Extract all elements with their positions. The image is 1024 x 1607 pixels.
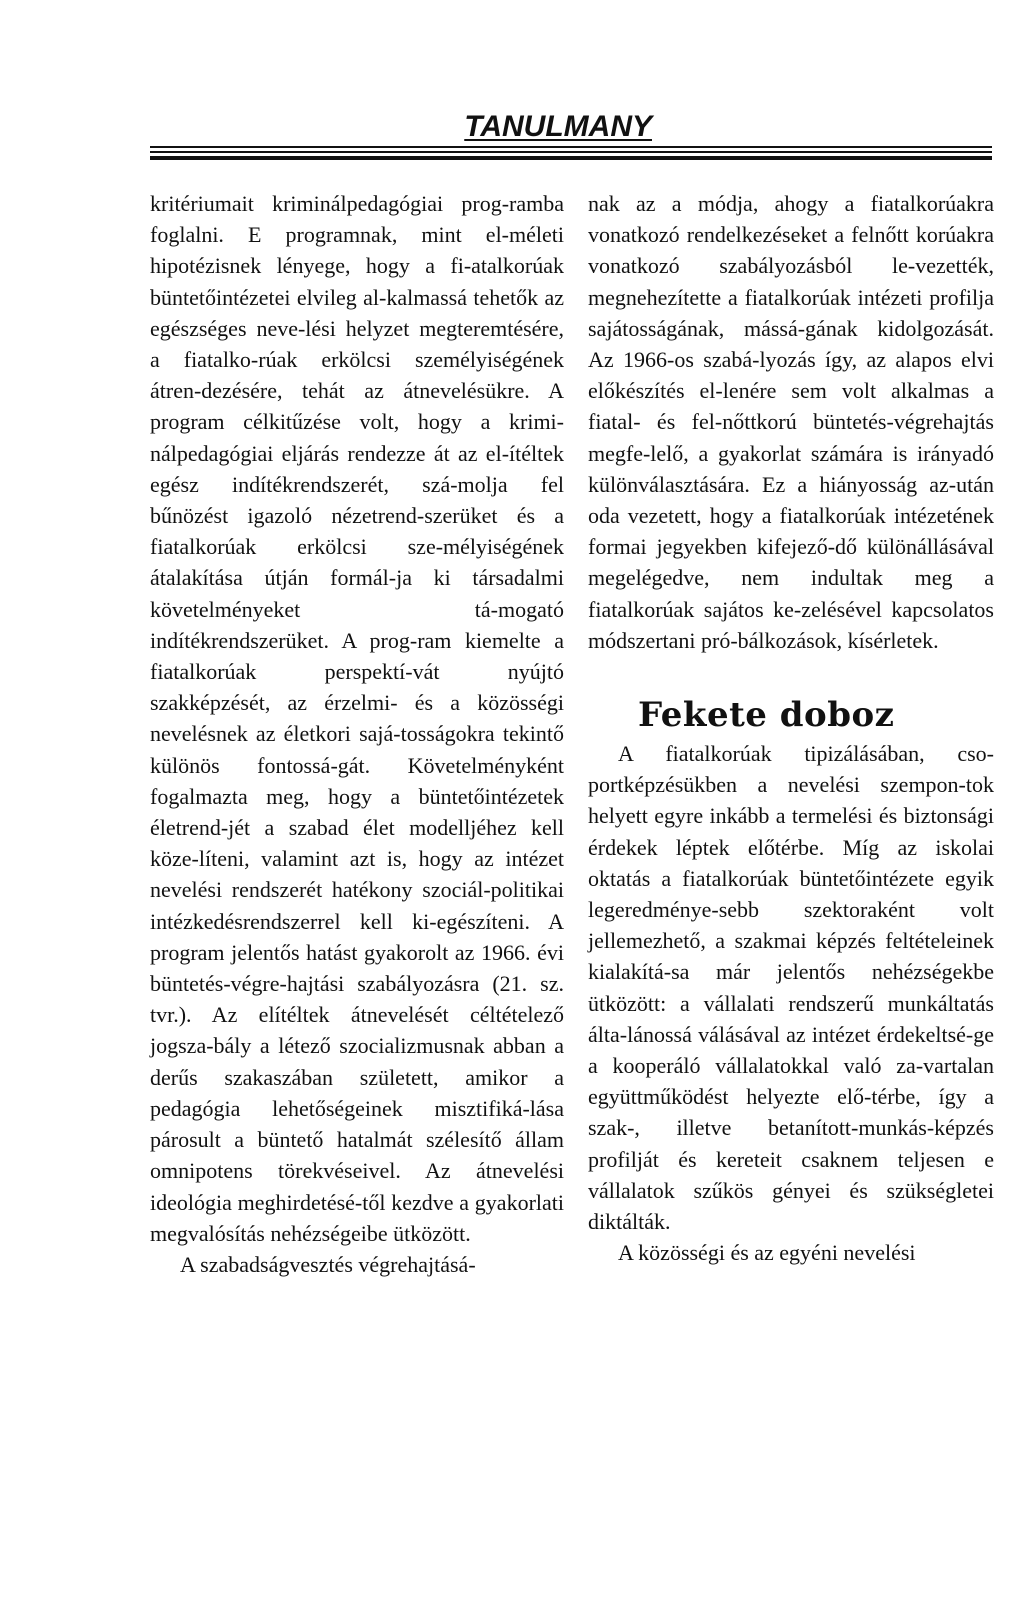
section-title: TANULMANY [464,110,652,143]
body-paragraph: kritériumait kriminálpedagógiai prog-ramba foglalni. E programnak, mint el-méleti hipotézisnek lényege, hogy a fi-atalkorúak büntetőintézetei elvileg al-kalmassá tehetők az egészséges neve-lési helyzet megteremtésére, a fiatalko-rúak erkölcsi személyiségének átren-dezésére, tehát az átnevelésükre. A program célkitűzése volt, hogy a krimi-nálpedagógiai eljárás rendezze át az el-ítéltek egész indítékrendszerét, szá-molja fel bűnözést igazoló nézetrend-szerüket és a fiatalkorúak erkölcsi sze-mélyiségének átalakítása útján formál-ja ki társadalmi követelményeket tá-mogató indítékrendszerüket. A prog-ram kiemelte a fiatalkorúak perspektí-vát nyújtó szakképzését, az érzelmi- és a közösségi nevelésnek az életkori sajá-tosságokra tekintő különös fontossá-gát. Követelményként fogalmazta meg, hogy a büntetőintézetek életrend-jét a szabad élet modelljéhez kell köze-líteni, valamint azt is, hogy az intézet nevelési rendszerét hatékony szociál-politikai intézkedésrendszerrel kell ki-egészíteni. A program jelentős hatást gyakorolt az 1966. évi büntetés-végre-hajtási szabályozásra (21. sz. tvr.). Az elítéltek átnevelését céltételező jogsza-bály a létező szocializmusnak abban a derűs szakaszában született, amikor a pedagógia lehetőségeinek misztifiká-lása párosult a büntető hatalmát szélesítő állam omnipotens törekvéseivel. Az átnevelési ideológia meghirdetésé-től kezdve a gyakorlati megvalósítás nehézségeibe ütközött. [150,191,564,1246]
subheading: Fekete doboz [638,695,895,736]
left-column [150,188,564,1280]
header-rule-thin [150,146,992,148]
body-paragraph: A közösségi és az egyéni nevelési [618,1240,916,1266]
page-header [150,108,992,156]
body-paragraph: nak az a módja, ahogy a fiatalkorúakra vonatkozó rendelkezéseket a felnőtt korúakra vonatkozó szabályozásból le-vezették, megnehezítette a fiatalkorúak intézeti profilja sajátosságának, mássá-gának kidolgozását. Az 1966-os szabá-lyozás így, az alapos elvi előkészítés el-lenére sem volt alkalmas a fiatal- és fel-nőttkorú büntetés-végrehajtás megfe-lelő, a gyakorlat számára is irányadó különválasztására. Ez a hiányosság az-után oda vezetett, hogy a fiatalkorúak intézetének formai jegyekben kifejező-dő különállásával megelégedve, nem indultak meg a fiatalkorúak sajátos ke-zelésével kapcsolatos módszertani pró-bálkozások, kísérletek. [588,191,994,653]
body-paragraph: A szabadságvesztés végrehajtásá- [180,1251,476,1277]
header-rule-middle [150,151,992,153]
body-paragraph: A fiatalkorúak tipizálásában, cso-portképzésükben a nevelési szempon-tok helyett egyre inkább a termelési és biztonsági érdekek léptek előtérbe. Míg az iskolai oktatás a fiatalkorúak büntetőintézete egyik legeredménye-sebb szektoraként volt jellemezhető, a szakmai képzés feltételeinek kialakítá-sa már jelentős nehézségekbe ütközött: a vállalati rendszerű munkáltatás álta-lánossá válásával az intézet érdekeltsé-ge a kooperáló vállalatokkal való za-vartalan együttműködést helyezte elő-térbe, így a szak-, illetve betanított-munkás-képzés profilját és kereteit csaknem teljesen e vállalatok szűkös gényei és szükségletei diktálták. [588,741,994,1235]
header-rule-thick [150,156,992,160]
right-column [588,188,994,1269]
